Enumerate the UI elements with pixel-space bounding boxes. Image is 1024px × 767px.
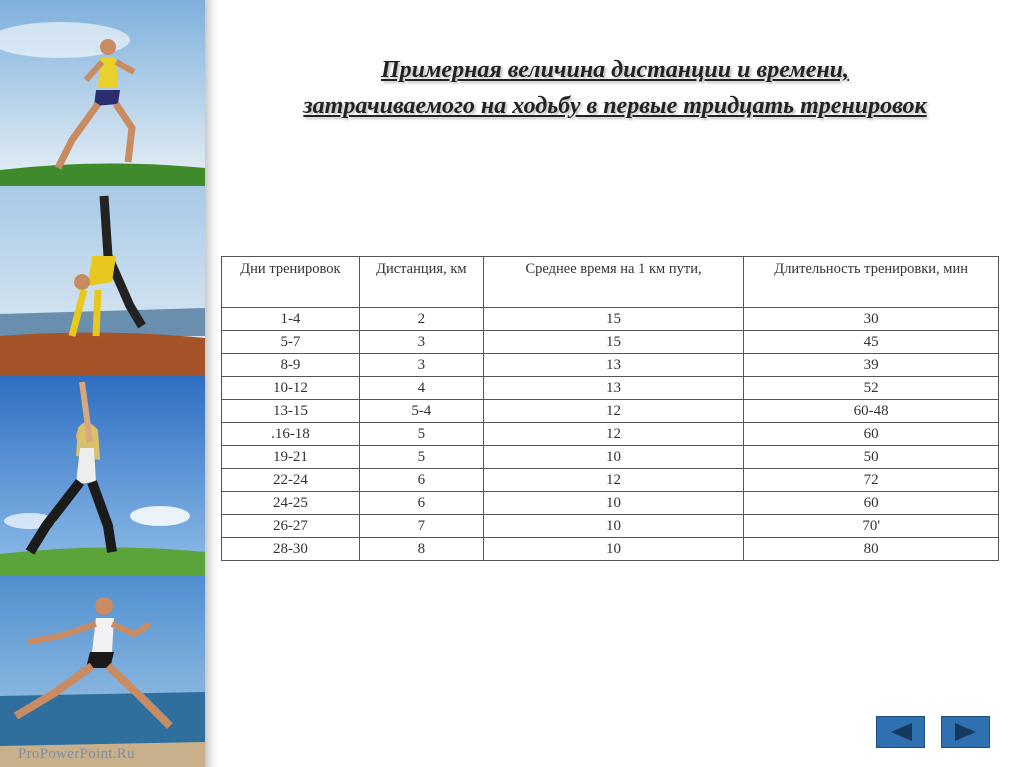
photo-strip (0, 0, 205, 767)
cell-days: 26-27 (222, 515, 360, 538)
cell-avg-time: 12 (483, 423, 744, 446)
header-days: Дни тренировок (222, 257, 360, 308)
cell-avg-time: 13 (483, 377, 744, 400)
cell-days: 13-15 (222, 400, 360, 423)
table-row (222, 354, 999, 377)
arrow-left-icon (888, 721, 914, 743)
header-distance: Дистанция, км (359, 257, 483, 308)
cell-distance: 3 (359, 354, 483, 377)
cell-duration: 70' (744, 515, 999, 538)
cell-duration: 60 (744, 492, 999, 515)
previous-slide-button[interactable] (876, 716, 925, 748)
cell-distance: 8 (359, 538, 483, 561)
slide-title (230, 52, 1000, 124)
cell-duration: 39 (744, 354, 999, 377)
table-row (222, 515, 999, 538)
cell-duration: 30 (744, 308, 999, 331)
arrow-right-icon (953, 721, 979, 743)
cell-days: 10-12 (222, 377, 360, 400)
cell-avg-time: 15 (483, 308, 744, 331)
cell-duration: 45 (744, 331, 999, 354)
training-table-grid (221, 256, 999, 561)
cell-distance: 5-4 (359, 400, 483, 423)
training-table (221, 256, 999, 561)
cell-distance: 6 (359, 492, 483, 515)
table-header-row (222, 257, 999, 308)
cell-days: 24-25 (222, 492, 360, 515)
stretching-photo (0, 376, 205, 576)
slide-title-line-1: Примерная величина дистанции и времени, (380, 57, 850, 83)
cell-avg-time: 12 (483, 400, 744, 423)
header-duration: Длительность тренировки, мин (744, 257, 999, 308)
cell-distance: 5 (359, 423, 483, 446)
jumping-photo (0, 576, 205, 767)
cell-avg-time: 10 (483, 538, 744, 561)
cell-duration: 80 (744, 538, 999, 561)
table-row (222, 331, 999, 354)
cell-duration: 52 (744, 377, 999, 400)
table-row (222, 400, 999, 423)
cell-avg-time: 10 (483, 446, 744, 469)
cell-distance: 3 (359, 331, 483, 354)
cell-days: 8-9 (222, 354, 360, 377)
cell-distance: 5 (359, 446, 483, 469)
cell-duration: 50 (744, 446, 999, 469)
strip-divider (205, 0, 219, 767)
cell-days: 28-30 (222, 538, 360, 561)
table-row (222, 469, 999, 492)
table-row (222, 377, 999, 400)
handstand-photo (0, 186, 205, 376)
header-avg-time: Среднее время на 1 км пути, (483, 257, 744, 308)
cell-distance: 4 (359, 377, 483, 400)
slide-title-line-2: затрачиваемого на ходьбу в первые тридцать тренировок (303, 93, 927, 119)
cell-duration: 60-48 (744, 400, 999, 423)
table-row (222, 538, 999, 561)
watermark: ProPowerPoint.Ru (18, 746, 135, 762)
table-row (222, 492, 999, 515)
cell-avg-time: 12 (483, 469, 744, 492)
cell-avg-time: 13 (483, 354, 744, 377)
cell-days: 19-21 (222, 446, 360, 469)
cell-avg-time: 15 (483, 331, 744, 354)
cell-days: 5-7 (222, 331, 360, 354)
next-slide-button[interactable] (941, 716, 990, 748)
cell-days: 1-4 (222, 308, 360, 331)
cell-distance: 2 (359, 308, 483, 331)
cell-avg-time: 10 (483, 515, 744, 538)
runner-photo (0, 0, 205, 186)
cell-avg-time: 10 (483, 492, 744, 515)
cell-days: .16-18 (222, 423, 360, 446)
cell-days: 22-24 (222, 469, 360, 492)
cell-duration: 60 (744, 423, 999, 446)
cell-distance: 6 (359, 469, 483, 492)
table-row (222, 308, 999, 331)
table-row (222, 446, 999, 469)
cell-duration: 72 (744, 469, 999, 492)
cell-distance: 7 (359, 515, 483, 538)
table-row (222, 423, 999, 446)
